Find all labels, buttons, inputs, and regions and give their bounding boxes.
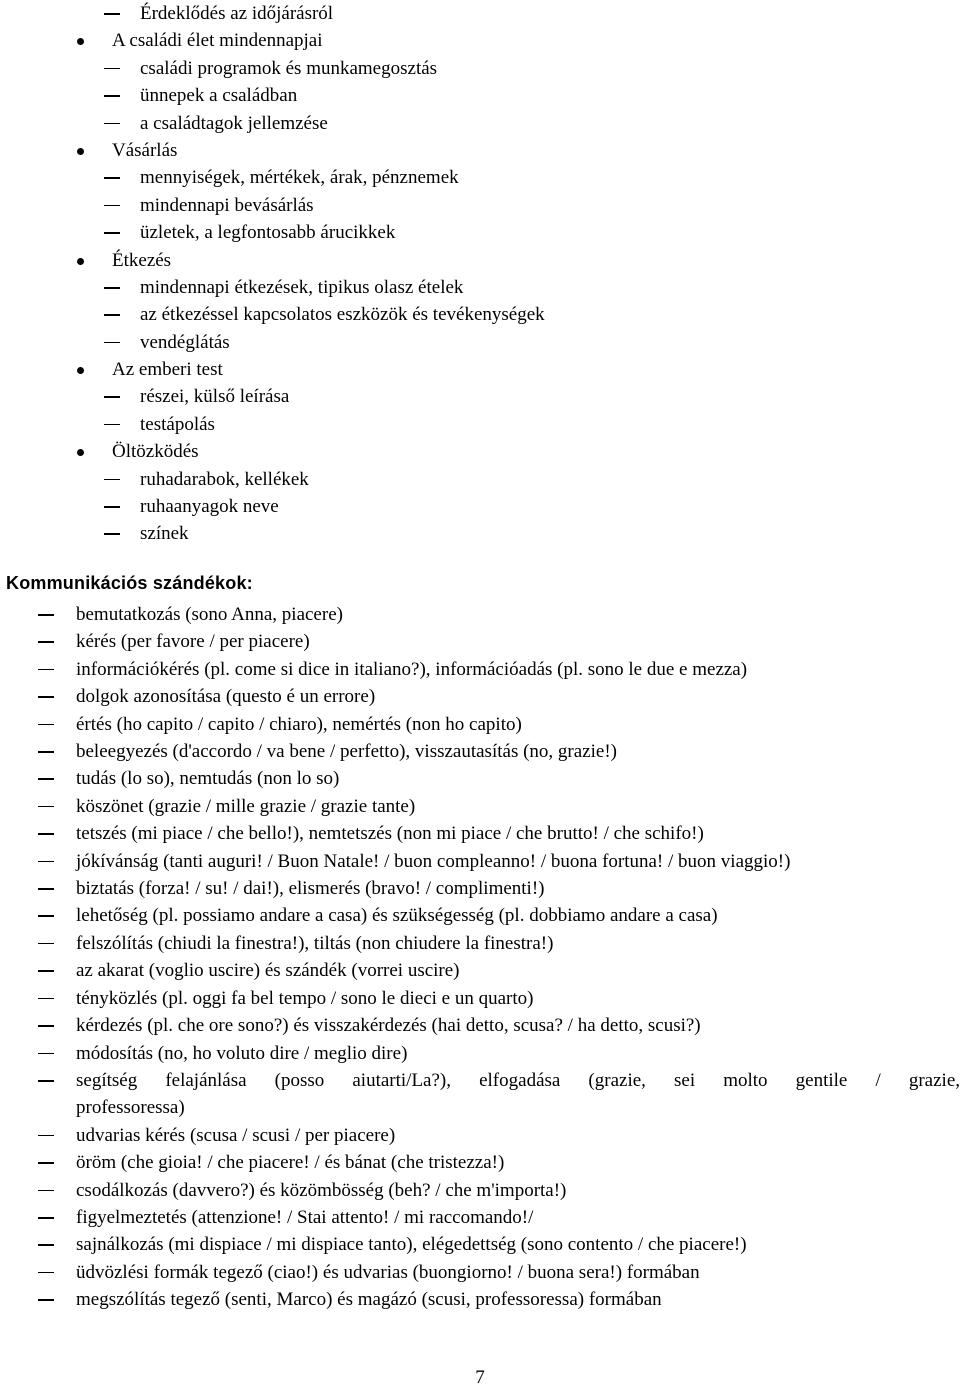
bullet-dot-icon: [77, 367, 84, 374]
intention-item: [0, 1259, 960, 1286]
intention-item: [0, 656, 960, 683]
dash-icon: [38, 614, 54, 616]
item-text: kérés (per favore / per piacere): [76, 631, 310, 653]
item-text: dolgok azonosítása (questo é un errore): [76, 686, 376, 708]
item-text: üdvözlési formák tegező (ciao!) és udvarias (buongiorno! / buona sera!) formában: [76, 1261, 700, 1283]
item-text: mindennapi étkezések, tipikus olasz ételek: [140, 276, 464, 298]
item-text: öröm (che gioia! / che piacere! / és bánat (che tristezza!): [76, 1152, 505, 1174]
intention-item: [0, 793, 960, 820]
item-text: részei, külső leírása: [140, 386, 290, 408]
intention-item: [0, 1067, 960, 1122]
item-text: az akarat (voglio uscire) és szándék (vorrei uscire): [76, 960, 460, 982]
dash-icon: [38, 751, 54, 753]
dash-icon: [104, 479, 120, 481]
dash-icon: [38, 1053, 54, 1055]
bullet-dot-icon: [77, 148, 84, 155]
intention-item: [0, 1149, 960, 1176]
intention-item: [0, 1286, 960, 1313]
intention-item: [0, 820, 960, 847]
intention-item: [0, 957, 960, 984]
item-text: ruhadarabok, kellékek: [140, 468, 309, 490]
intention-item: [0, 683, 960, 710]
intention-item: [0, 1012, 960, 1039]
subtopic-item: [0, 82, 960, 109]
item-text: beleegyezés (d'accordo / va bene / perfetto), visszautasítás (no, grazie!): [76, 741, 617, 763]
subtopic-item: [0, 301, 960, 328]
dash-icon: [104, 287, 120, 289]
topic-item: [0, 247, 960, 274]
dash-icon: [38, 1272, 54, 1274]
item-text: színek: [140, 523, 189, 545]
topic-item: [0, 27, 960, 54]
dash-icon: [104, 506, 120, 508]
item-text: értés (ho capito / capito / chiaro), nemértés (non ho capito): [76, 713, 522, 735]
intention-item: [0, 628, 960, 655]
item-text: mindennapi bevásárlás: [140, 194, 314, 216]
item-text: tényközlés (pl. oggi fa bel tempo / sono le dieci e un quarto): [76, 987, 534, 1009]
dash-icon: [38, 1217, 54, 1219]
intention-item: [0, 930, 960, 957]
topic-item: [0, 356, 960, 383]
item-text: Az emberi test: [112, 359, 223, 381]
item-text: az étkezéssel kapcsolatos eszközök és tevékenységek: [140, 304, 545, 326]
intention-item: [0, 1231, 960, 1258]
dash-icon: [104, 424, 120, 426]
item-text: udvarias kérés (scusa / scusi / per piacere): [76, 1124, 396, 1146]
dash-icon: [38, 1244, 54, 1246]
item-text: módosítás (no, ho voluto dire / meglio dire): [76, 1042, 408, 1064]
intention-item: [0, 711, 960, 738]
intention-item: [0, 902, 960, 929]
item-text-line: segítség felajánlása (posso aiutarti/La?), elfogadása (grazie, sei molto gentile / grazie,: [76, 1069, 960, 1091]
item-text: jókívánság (tanti auguri! / Buon Natale! / buon compleanno! / buona fortuna! / buon viaggio!): [76, 850, 791, 872]
dash-icon: [38, 1190, 54, 1192]
dash-icon: [104, 314, 120, 316]
subtopic-item: [0, 466, 960, 493]
subtopic-item: [0, 274, 960, 301]
item-text: köszönet (grazie / mille grazie / grazie tante): [76, 795, 416, 817]
dash-icon: [104, 177, 120, 179]
dash-icon: [38, 833, 54, 835]
dash-icon: [38, 1135, 54, 1137]
intention-item: [0, 1040, 960, 1067]
item-text: Érdeklődés az időjárásról: [140, 3, 334, 24]
item-text: üzletek, a legfontosabb árucikkek: [140, 222, 396, 244]
item-text: ünnepek a családban: [140, 85, 298, 107]
intention-item: [0, 875, 960, 902]
subtopic-item: [0, 329, 960, 356]
page-number: 7: [475, 1367, 485, 1388]
intention-item: [0, 1204, 960, 1231]
subtopic-item: [0, 110, 960, 137]
item-text: vendéglátás: [140, 331, 230, 353]
dash-icon: [38, 669, 54, 671]
dash-icon: [38, 915, 54, 917]
bullet-dot-icon: [77, 38, 84, 45]
dash-icon: [38, 1025, 54, 1027]
dash-icon: [104, 205, 120, 207]
item-text: kérdezés (pl. che ore sono?) és visszakérdezés (hai detto, scusa? / ha detto, scusi?): [76, 1015, 701, 1037]
intention-item: [0, 738, 960, 765]
bullet-dot-icon: [77, 258, 84, 265]
intention-item: [0, 1177, 960, 1204]
item-text: a családtagok jellemzése: [140, 112, 328, 134]
item-text: bemutatkozás (sono Anna, piacere): [76, 604, 343, 625]
dash-icon: [38, 724, 54, 726]
dash-icon: [38, 806, 54, 808]
dash-icon: [38, 888, 54, 890]
dash-icon: [104, 123, 120, 125]
item-text: [76, 1067, 960, 1122]
item-text: tudás (lo so), nemtudás (non lo so): [76, 768, 340, 790]
dash-icon: [38, 696, 54, 698]
dash-icon: [104, 68, 120, 70]
subtopic-item: [0, 164, 960, 191]
item-text: A családi élet mindennapjai: [112, 30, 323, 52]
subtopic-item: [0, 383, 960, 410]
item-text: ruhaanyagok neve: [140, 496, 279, 518]
subtopic-item: [0, 55, 960, 82]
dash-icon: [38, 1299, 54, 1301]
topic-item: [0, 438, 960, 465]
bullet-dot-icon: [77, 449, 84, 456]
item-text: sajnálkozás (mi dispiace / mi dispiace tanto), elégedettség (sono contento / che piacere!): [76, 1234, 747, 1256]
dash-icon: [38, 778, 54, 780]
dash-icon: [38, 1080, 54, 1082]
dash-icon: [104, 396, 120, 398]
dash-icon: [38, 641, 54, 643]
dash-icon: [104, 13, 120, 15]
dash-icon: [38, 970, 54, 972]
item-text: Öltözködés: [112, 441, 199, 463]
dash-icon: [38, 998, 54, 1000]
dash-icon: [104, 232, 120, 234]
item-text: figyelmeztetés (attenzione! / Stai attento! / mi raccomando!/: [76, 1206, 534, 1228]
item-text: Étkezés: [112, 249, 172, 271]
communicative-intentions-list: [0, 601, 960, 1314]
dash-icon: [38, 861, 54, 863]
item-text: információkérés (pl. come si dice in italiano?), információadás (pl. sono le due e mezza): [76, 658, 748, 680]
item-text: testápolás: [140, 413, 215, 435]
subtopic-item: [0, 411, 960, 438]
subtopic-item: [0, 219, 960, 246]
item-text-continuation: professoressa): [76, 1097, 185, 1119]
dash-icon: [104, 533, 120, 535]
topic-list: [0, 0, 960, 548]
intention-item: [0, 765, 960, 792]
item-text: Vásárlás: [112, 139, 178, 161]
subtopic-item: [0, 0, 960, 27]
item-text: tetszés (mi piace / che bello!), nemtetszés (non mi piace / che brutto! / che schifo!): [76, 823, 704, 845]
intention-item: [0, 985, 960, 1012]
item-text: biztatás (forza! / su! / dai!), elismerés (bravo! / complimenti!): [76, 878, 545, 900]
subtopic-item: [0, 493, 960, 520]
item-text: családi programok és munkamegosztás: [140, 57, 438, 79]
item-text: megszólítás tegező (senti, Marco) és magázó (scusi, professoressa) formában: [76, 1289, 662, 1311]
topic-item: [0, 137, 960, 164]
subtopic-item: [0, 520, 960, 547]
dash-icon: [38, 943, 54, 945]
subtopic-item: [0, 192, 960, 219]
dash-icon: [104, 342, 120, 344]
item-text: felszólítás (chiudi la finestra!), tiltás (non chiudere la finestra!): [76, 932, 554, 954]
dash-icon: [38, 1162, 54, 1164]
item-text: mennyiségek, mértékek, árak, pénznemek: [140, 167, 459, 189]
section-heading: Kommunikációs szándékok:: [6, 573, 253, 593]
intention-item: [0, 1122, 960, 1149]
intention-item: [0, 848, 960, 875]
item-text: lehetőség (pl. possiamo andare a casa) és szükségesség (pl. dobbiamo andare a casa): [76, 905, 718, 927]
dash-icon: [104, 95, 120, 97]
intention-item: [0, 601, 960, 628]
item-text: csodálkozás (davvero?) és közömbösség (beh? / che m'importa!): [76, 1179, 567, 1201]
